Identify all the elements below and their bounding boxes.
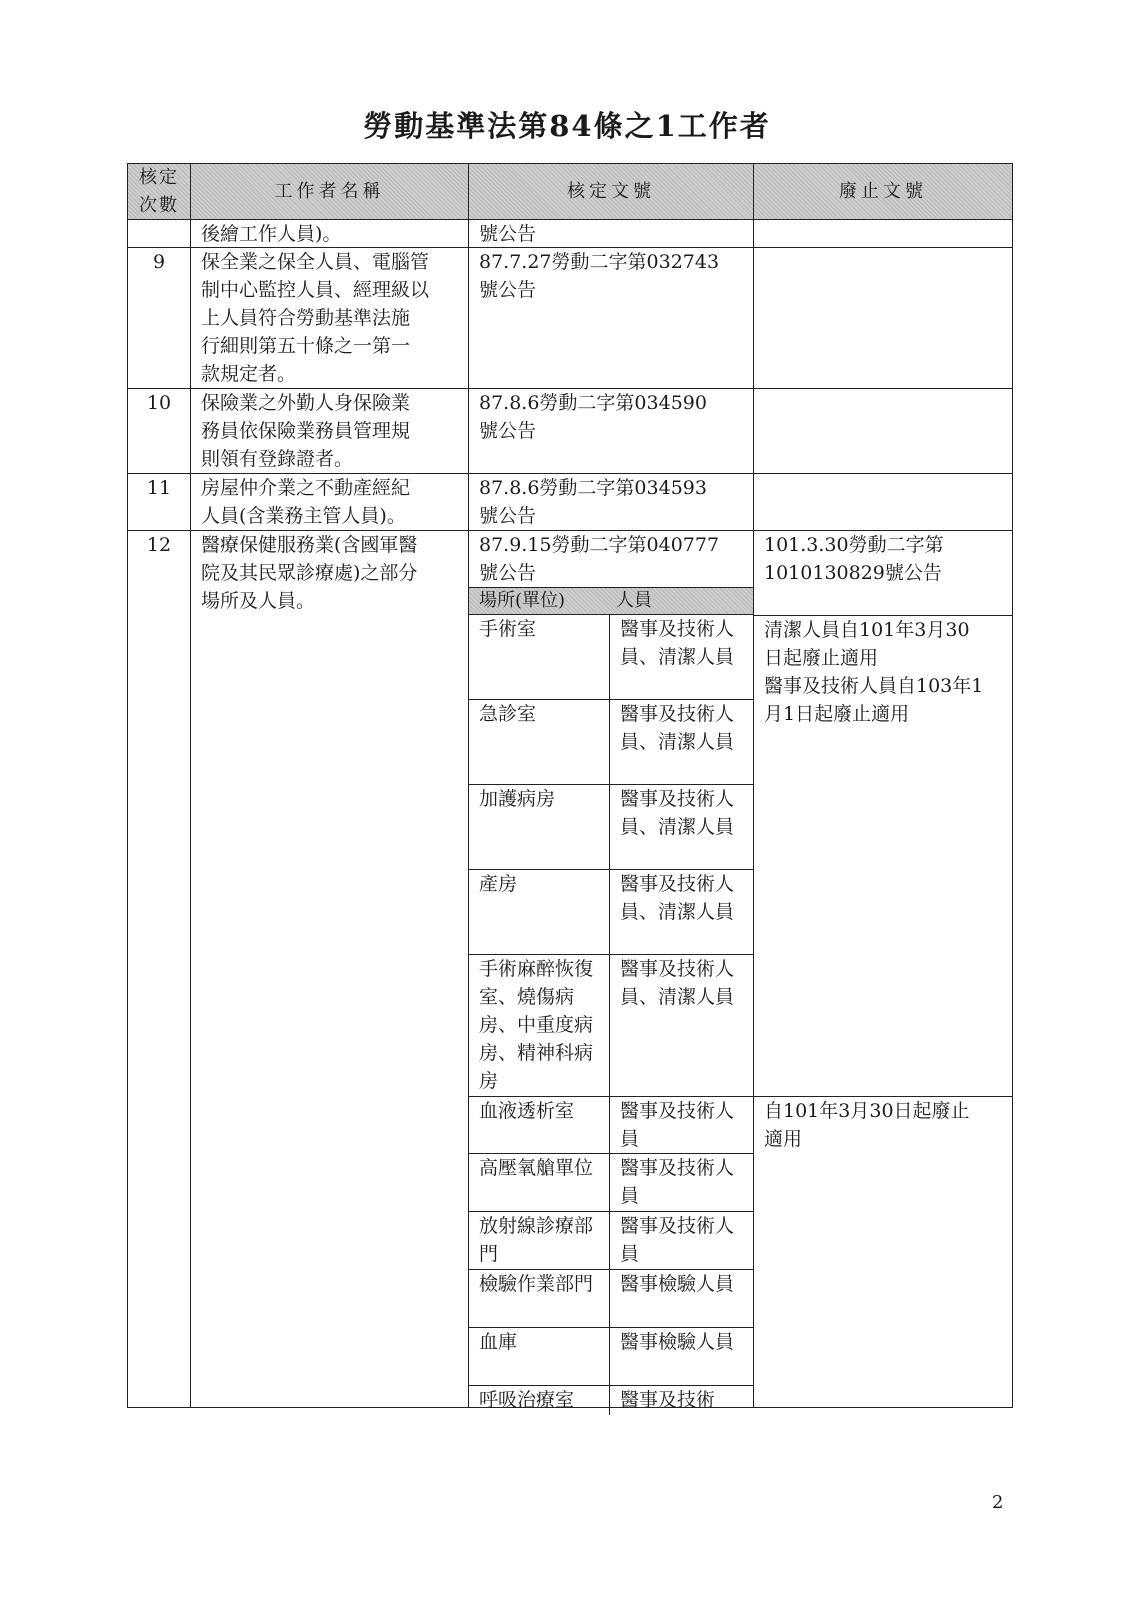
sub-row: 放射線診療部門 醫事及技術人員 bbox=[469, 1211, 753, 1269]
sub-row: 血液透析室 醫事及技術人員 bbox=[469, 1096, 753, 1153]
sub-row: 手術麻醉恢復室、燒傷病房、中重度病房、精神科病房 醫事及技術人員、清潔人員 bbox=[469, 954, 753, 1096]
row-abolish bbox=[754, 220, 1012, 247]
document-title: 勞動基準法第84條之1工作者 bbox=[363, 109, 771, 143]
row-count: 10 bbox=[128, 389, 191, 473]
row-doc: 號公告 bbox=[469, 220, 754, 247]
row-doc: 87.7.27勞動二字第032743 號公告 bbox=[469, 248, 754, 388]
table-row bbox=[128, 389, 1012, 474]
workers-table bbox=[127, 163, 1013, 1411]
row-count bbox=[128, 220, 191, 247]
abolish-note-2: 自101年3月30日起廢止 適用 bbox=[754, 1096, 1012, 1153]
table-row bbox=[128, 474, 1012, 531]
row-name: 後繪工作人員)。 bbox=[191, 220, 469, 247]
row-doc: 87.8.6勞動二字第034590 號公告 bbox=[469, 389, 754, 473]
row-name: 保全業之保全人員、電腦管 制中心監控人員、經理級以 上人員符合勞動基準法施 行細則第五十條之一第一 款規定者。 bbox=[191, 248, 469, 388]
table-row bbox=[128, 531, 1012, 1411]
sub-row: 加護病房 醫事及技術人員、清潔人員 bbox=[469, 784, 753, 869]
sub-row: 血庫 醫事檢驗人員 bbox=[469, 1327, 753, 1385]
row-doc: 87.9.15勞動二字第040777 號公告 場所(單位) 人員 手術室 醫事及技術人員、清潔人員 急診室 醫事及技術人員、清潔人員 加護病房 醫事及技術人員、清潔人員 產房 醫事及技術人員、清潔人員 手術麻醉恢復室、燒傷病房、中重度病房、精神科病房 醫事及技術人員、清潔人員 血液透析室 醫事及技術人員 高壓氧艙單位 醫事及技術人員 放射線診療部門 醫事及技術人員 檢驗作業部門 醫事檢驗人員 血庫 醫事檢驗人員 呼吸治療室 醫事及技術 bbox=[469, 531, 754, 1407]
header-abolish: 廢止文號 bbox=[754, 164, 1012, 219]
row-abolish: 101.3.30勞動二字第 1010130829號公告 清潔人員自101年3月30 日起廢止適用 醫事及技術人員自103年1 月1日起廢止適用 自101年3月30日起廢止 適用 bbox=[754, 531, 1012, 1407]
row-count: 9 bbox=[128, 248, 191, 388]
row-name: 房屋仲介業之不動產經紀 人員(含業務主管人員)。 bbox=[191, 474, 469, 530]
sub-row: 產房 醫事及技術人員、清潔人員 bbox=[469, 869, 753, 954]
table-row bbox=[128, 248, 1012, 389]
sub-row: 手術室 醫事及技術人員、清潔人員 bbox=[469, 614, 753, 699]
row-name: 醫療保健服務業(含國軍醫 院及其民眾診療處)之部分 場所及人員。 bbox=[191, 531, 469, 1407]
abolish-note-1: 清潔人員自101年3月30 日起廢止適用 醫事及技術人員自103年1 月1日起廢止適用 bbox=[754, 615, 1012, 1096]
header-doc: 核定文號 bbox=[469, 164, 754, 219]
sub-row: 高壓氧艙單位 醫事及技術人員 bbox=[469, 1153, 753, 1211]
page-number: 2 bbox=[992, 1492, 1004, 1513]
header-name: 工作者名稱 bbox=[191, 164, 469, 219]
sub-row: 急診室 醫事及技術人員、清潔人員 bbox=[469, 699, 753, 784]
sub-row: 檢驗作業部門 醫事檢驗人員 bbox=[469, 1269, 753, 1327]
row-doc: 87.8.6勞動二字第034593 號公告 bbox=[469, 474, 754, 530]
sub-row: 呼吸治療室 醫事及技術 bbox=[469, 1385, 753, 1415]
row-abolish bbox=[754, 389, 1012, 473]
sub-table-header: 場所(單位) 人員 bbox=[469, 587, 753, 614]
row-abolish bbox=[754, 474, 1012, 530]
row-count: 12 bbox=[128, 531, 191, 1407]
row-name: 保險業之外勤人身保險業 務員依保險業務員管理規 則領有登錄證者。 bbox=[191, 389, 469, 473]
table-header bbox=[128, 164, 1012, 220]
header-count: 核定 次數 bbox=[128, 164, 191, 219]
row-count: 11 bbox=[128, 474, 191, 530]
row-abolish bbox=[754, 248, 1012, 388]
table-row bbox=[128, 220, 1012, 248]
